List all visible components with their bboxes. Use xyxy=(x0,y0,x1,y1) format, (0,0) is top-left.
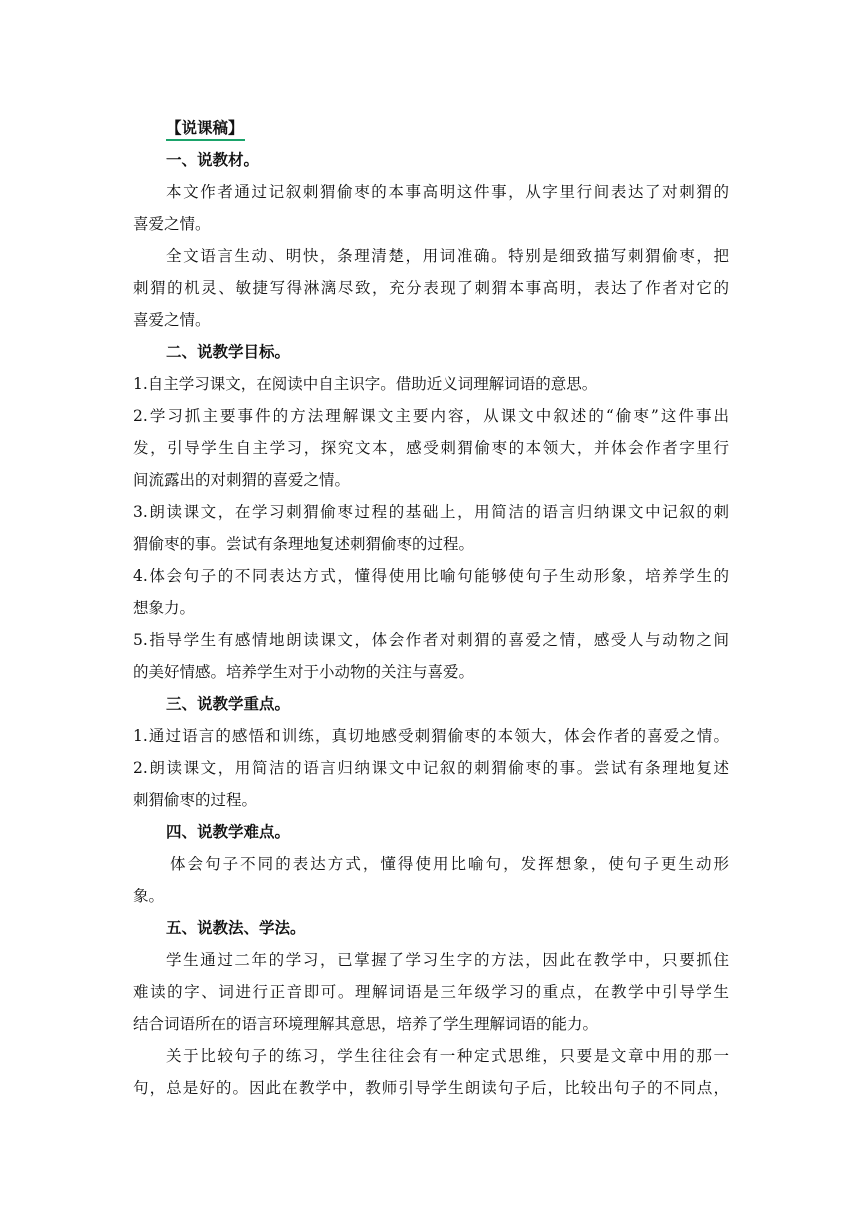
paragraph-line: 难读的字、词进行正音即可。理解词语是三年级学习的重点，在教学中引导学生 xyxy=(133,983,729,1001)
paragraph-line: 4.体会句子的不同表达方式，懂得使用比喻句能够使句子生动形象，培养学生的 xyxy=(133,567,729,585)
title-line xyxy=(133,112,729,144)
paragraph-line: 间流露出的对刺猬的喜爱之情。 xyxy=(133,471,351,489)
paragraph-line: 刺猬偷枣的过程。 xyxy=(133,791,258,809)
paragraph-line: 1.自主学习课文，在阅读中自主识字。借助近义词理解词语的意思。 xyxy=(133,375,598,393)
section-heading: 三、说教学重点。 xyxy=(166,695,291,713)
paragraph-line: 5.指导学生有感情地朗读课文，体会作者对刺猬的喜爱之情，感受人与动物之间 xyxy=(133,631,729,649)
paragraph-line: 1.通过语言的感悟和训练，真切地感受刺猬偷枣的本领大，体会作者的喜爱之情。 xyxy=(133,727,729,745)
paragraph-line: 学生通过二年的学习，已掌握了学习生字的方法，因此在教学中，只要抓住 xyxy=(166,951,729,969)
paragraph-line: 想象力。 xyxy=(133,599,196,617)
paragraph-line: 结合词语所在的语言环境理解其意思，培养了学生理解词语的能力。 xyxy=(133,1015,599,1033)
section-heading: 一、说教材。 xyxy=(166,151,260,169)
paragraph-line: 句，总是好的。因此在教学中，教师引导学生朗读句子后，比较出句子的不同点， xyxy=(133,1079,729,1097)
text-lines xyxy=(133,144,729,1104)
paragraph-line: 2.学习抓主要事件的方法理解课文主要内容，从课文中叙述的“偷枣”这件事出 xyxy=(133,407,729,425)
paragraph-line: 发，引导学生自主学习，探究文本，感受刺猬偷枣的本领大，并体会作者字里行 xyxy=(133,439,729,457)
paragraph-line: 关于比较句子的练习，学生往往会有一种定式思维，只要是文章中用的那一 xyxy=(166,1047,729,1065)
paragraph-line: 刺猬的机灵、敏捷写得淋漓尽致，充分表现了刺猬本事高明，表达了作者对它的 xyxy=(133,279,729,297)
section-heading: 二、说教学目标。 xyxy=(166,343,291,361)
paragraph-line: 象。 xyxy=(133,887,165,905)
document-title: 【说课稿】 xyxy=(166,117,245,141)
paragraph-line: 喜爱之情。 xyxy=(133,215,211,233)
paragraph-line: 体会句子不同的表达方式，懂得使用比喻句，发挥想象，使句子更生动形 xyxy=(170,855,729,873)
paragraph-line: 喜爱之情。 xyxy=(133,311,211,329)
paragraph-line: 2.朗读课文，用简洁的语言归纳课文中记叙的刺猬偷枣的事。尝试有条理地复述 xyxy=(133,759,729,777)
paragraph-line: 的美好情感。培养学生对于小动物的关注与喜爱。 xyxy=(133,663,475,681)
section-heading: 四、说教学难点。 xyxy=(166,823,291,841)
paragraph-line: 3.朗读课文，在学习刺猬偷枣过程的基础上，用简洁的语言归纳课文中记叙的刺 xyxy=(133,503,729,521)
paragraph-line: 本文作者通过记叙刺猬偷枣的本事高明这件事，从字里行间表达了对刺猬的 xyxy=(166,183,729,201)
document-body xyxy=(133,112,729,1104)
paragraph-line: 猬偷枣的事。尝试有条理地复述刺猬偷枣的过程。 xyxy=(133,535,475,553)
paragraph-line: 全文语言生动、明快，条理清楚，用词准确。特别是细致描写刺猬偷枣，把 xyxy=(166,247,729,265)
section-heading: 五、说教法、学法。 xyxy=(166,919,306,937)
